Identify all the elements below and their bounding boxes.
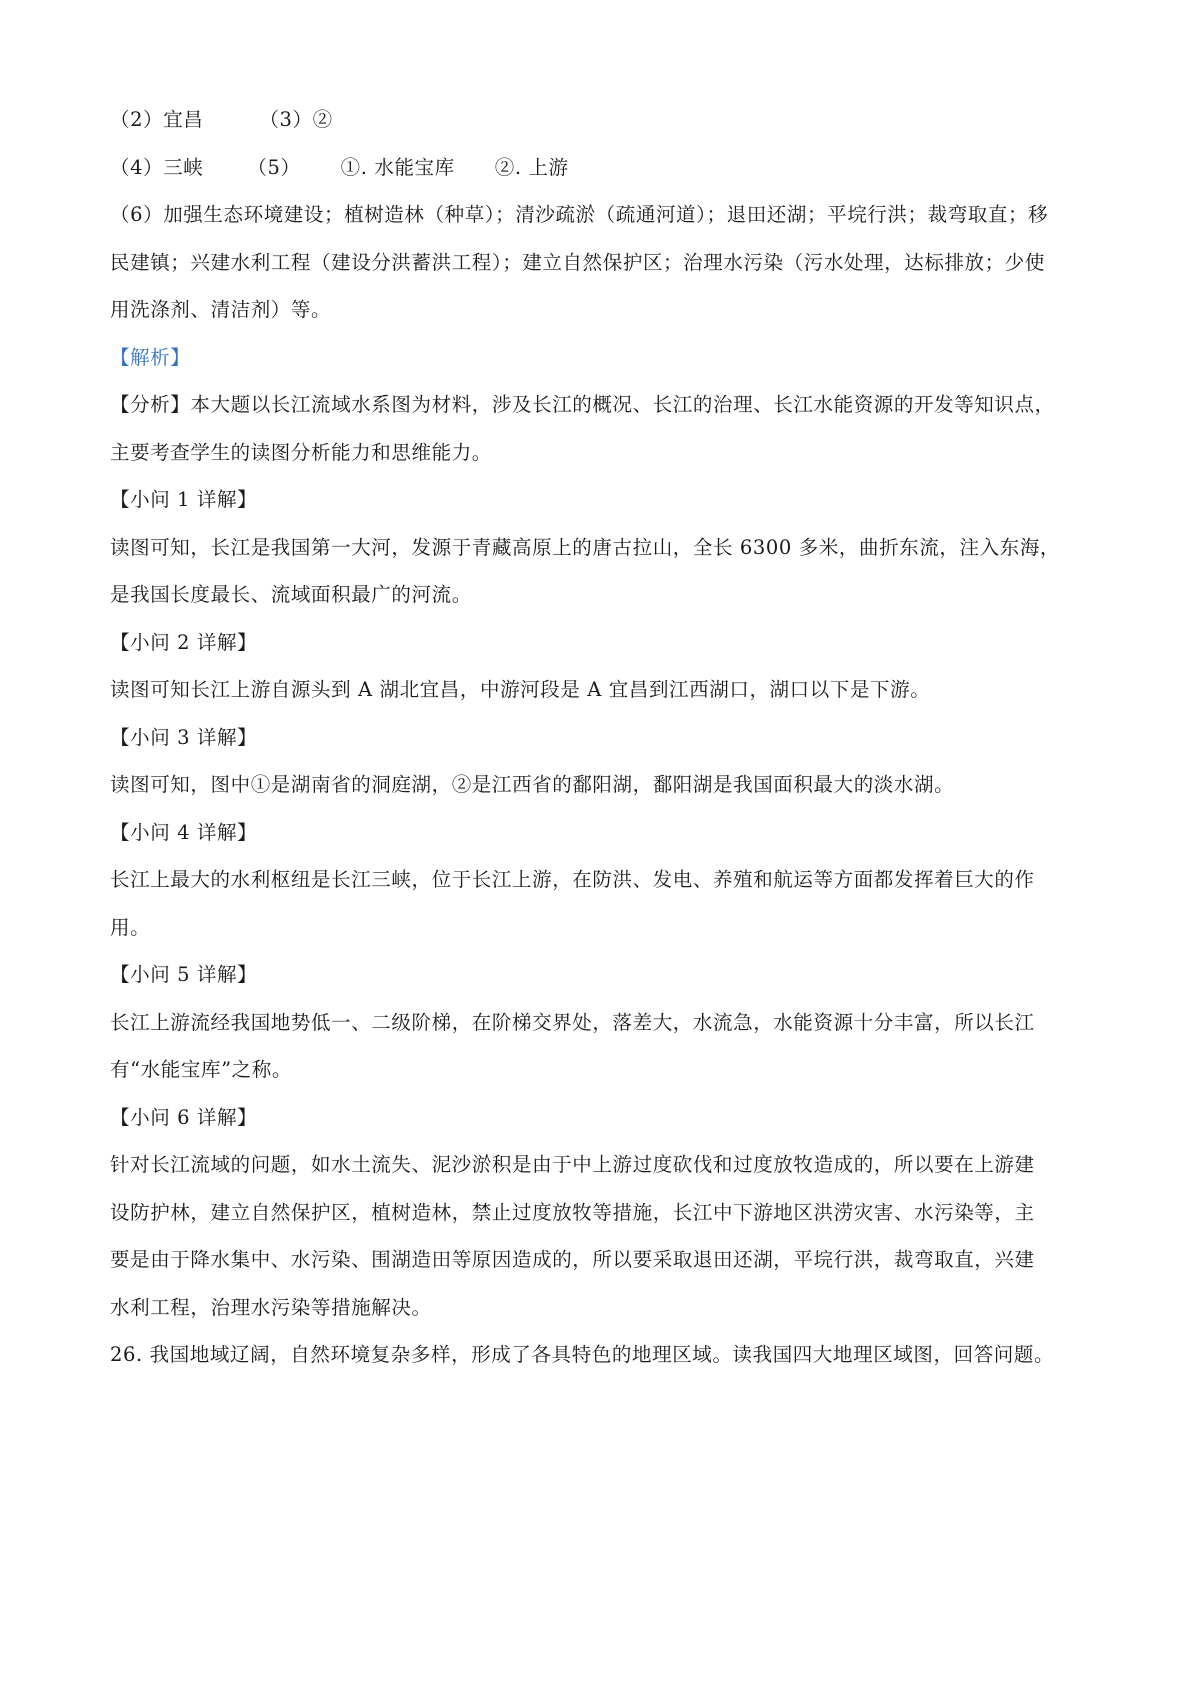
answer-q5-a: ①. 水能宝库: [340, 155, 455, 179]
section-line: 读图可知长江上游自源头到 A 湖北宜昌，中游河段是 A 宜昌到江西湖口，湖口以下是下游。: [110, 678, 931, 701]
document-page: [110, 96, 1100, 1379]
section-title: 【小问 4 详解】: [110, 820, 258, 844]
next-question: 26. 我国地域辽阔，自然环境复杂多样，形成了各具特色的地理区域。读我国四大地理区域图，回答问题。: [110, 1343, 1055, 1366]
analysis-intro: [110, 381, 1100, 476]
section-line: 读图可知，图中①是湖南省的洞庭湖，②是江西省的鄱阳湖，鄱阳湖是我国面积最大的淡水湖。: [110, 773, 955, 796]
answer-q6-line: （6）加强生态环境建设；植树造林（种草）；清沙疏淤（疏通河道）；退田还湖；平垸行洪；裁弯取直；移: [110, 203, 1049, 226]
section-line: 用。: [110, 915, 151, 939]
analysis-heading: 【解析】: [110, 345, 191, 369]
answer-q4: （4）三峡: [110, 155, 204, 179]
section-title: 【小问 5 详解】: [110, 963, 258, 986]
section-line: 针对长江流域的问题，如水土流失、泥沙淤积是由于中上游过度砍伐和过度放牧造成的，所以要在上游建: [110, 1153, 1035, 1176]
answer-q2: （2）宜昌: [110, 108, 204, 131]
section-6: [110, 1094, 1100, 1332]
section-1: [110, 476, 1100, 619]
section-line: 要是由于降水集中、水污染、围湖造田等原因造成的，所以要采取退田还湖，平垸行洪，裁弯取直，兴建: [110, 1248, 1035, 1271]
section-3: [110, 714, 1100, 809]
section-4: [110, 809, 1100, 952]
section-line: 长江上最大的水利枢纽是长江三峡，位于长江上游，在防洪、发电、养殖和航运等方面都发挥着巨大的作: [110, 868, 1035, 891]
section-title: 【小问 3 详解】: [110, 725, 258, 749]
analysis-intro-line: 【分析】本大题以长江流域水系图为材料，涉及长江的概况、长江的治理、长江水能资源的开发等知识点，: [110, 393, 1055, 416]
section-5: [110, 951, 1100, 1094]
section-title: 【小问 1 详解】: [110, 488, 258, 511]
answer-q6: [110, 191, 1100, 334]
answer-q6-line: 用洗涤剂、清洁剂）等。: [110, 298, 332, 321]
section-2: [110, 619, 1100, 714]
section-title: 【小问 6 详解】: [110, 1105, 258, 1129]
answer-q6-line: 民建镇；兴建水利工程（建设分洪蓄洪工程）；建立自然保护区；治理水污染（污水处理，达标排放；少使: [110, 250, 1045, 274]
answer-row-4-5: [110, 144, 1100, 192]
answer-q3: （3）②: [259, 108, 333, 131]
section-line: 长江上游流经我国地势低一、二级阶梯，在阶梯交界处，落差大，水流急，水能资源十分丰富，所以长江: [110, 1010, 1035, 1034]
analysis-intro-line: 主要考查学生的读图分析能力和思维能力。: [110, 440, 492, 464]
answer-q5-label: （5）: [247, 155, 301, 179]
section-line: 设防护林，建立自然保护区，植树造林，禁止过度放牧等措施，长江中下游地区洪涝灾害、水污染等，主: [110, 1200, 1035, 1224]
section-line: 有“水能宝库”之称。: [110, 1058, 292, 1081]
answer-row-2-3: [110, 96, 1100, 144]
section-line: 读图可知，长江是我国第一大河，发源于青藏高原上的唐古拉山，全长 6300 多米，曲折东流，注入东海，: [110, 535, 1061, 559]
section-title: 【小问 2 详解】: [110, 630, 258, 654]
section-line: 水利工程，治理水污染等措施解决。: [110, 1295, 432, 1319]
section-line: 是我国长度最长、流域面积最广的河流。: [110, 583, 472, 606]
answer-q5-b: ②. 上游: [494, 155, 569, 179]
